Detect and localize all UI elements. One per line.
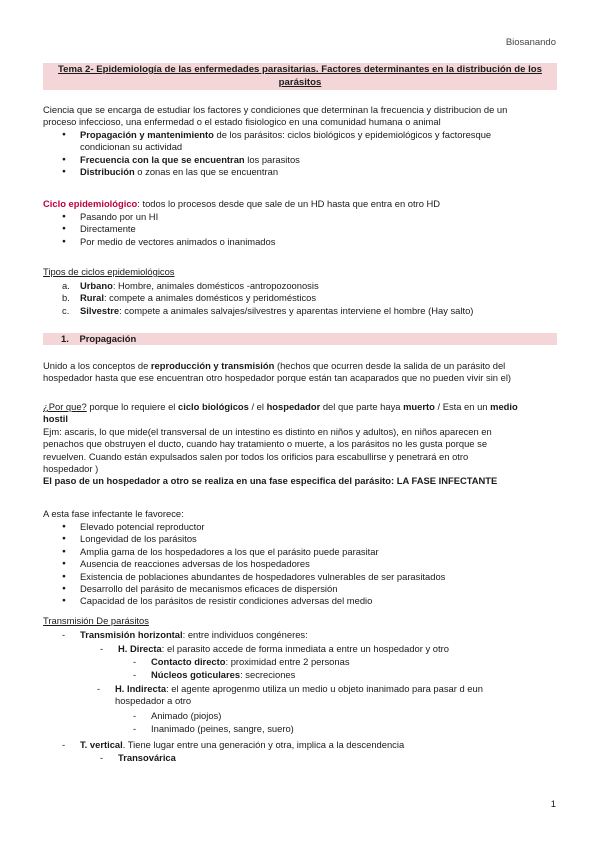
list-item: ● Frecuencia con la que se encuentran los parasitos [80,154,558,166]
list-item: ● Directamente [80,223,275,235]
list-item: ● Amplia gama de los hospedadores a los que el parásito puede parasitar [80,546,558,558]
page-number: 1 [550,799,556,810]
tipos-heading: Tipos de ciclos epidemiológicos [43,266,175,277]
porque-paragraph: ¿Por que? porque lo requiere el ciclo biológicos / el hospedador del que parte haya muerto / Esta en un medio hostil Ejm: ascaris, lo que mide(el transversal de un intestino es distinto en niños y adultos), en niños aparecen en penachos que obstruyen el ducto, cuando hay tratamiento o muerte, a los parásitos no les gusta porque se revuelven. Cuando están expulsados salen por todos los orificios para escabullirse y penetrará en otro hospedador ) El paso de un hospedador a otro se realiza en una fase especifica del parásito: LA FASE INFECTANTE [43,401,518,487]
h-directa: H. Directa: el parasito accede de forma inmediata a entre un hospedador y otro [118,643,449,654]
favorece-list [80,521,558,608]
fase-infectante-statement: El paso de un hospedador a otro se realiza en una fase especifica del parásito: LA FASE INFECTANTE [43,475,498,487]
transovarica: Transovárica [118,752,176,763]
title-line-1: Tema 2- Epidemiología de las enfermedades parasitarias. Factores determinantes en la distribución de los [58,64,542,75]
list-item: a. Urbano: Hombre, animales domésticos -antropozoonosis [62,280,319,291]
list-item: ● Por medio de vectores animados o inanimados [80,236,275,248]
transmision-vertical: T. vertical. Tiene lugar entre una generación y otra, implica a la descendencia [80,739,405,750]
list-item: ● Capacidad de los parásitos de resistir condiciones adversas del medio [80,595,558,607]
propagacion-paragraph: Unido a los conceptos de reproducción y transmisión (hechos que ocurren desde la salida de un parásito del hospedador hasta que ese encuentran otro hospedador porque están tan acaparados que no pueden vivir sin el) [43,360,512,384]
h-indirecta: H. Indirecta: el agente aprogenmo utiliza un medio u objeto inanimado para pasar d eun hospedador a otro [115,683,483,707]
transmision-horizontal: Transmisión horizontal: entre individuos congéneres: [80,629,308,640]
list-item: ● Distribución o zonas en las que se encuentran [80,166,558,178]
title-line-2: parásitos [278,76,322,88]
brand-header: Biosanando [505,37,556,48]
intro-list [80,129,558,179]
list-item: ● Ausencia de reacciones adversas de los hospedadores [80,558,558,570]
animado: Animado (piojos) [151,710,222,721]
list-item: b. Rural: compete a animales domésticos y peridomésticos [62,292,317,304]
ciclo-definition: Ciclo epidemiológico: todos lo procesos desde que sale de un HD hasta que entra en otro HD [43,198,441,209]
inanimado: Inanimado (peines, sangre, suero) [151,723,294,734]
list-item: c. Silvestre: compete a animales salvajes/silvestres y aparentas interviene el hombre (Hay salto) [62,304,474,316]
favorece-heading: A esta fase infectante le favorece: [43,508,184,519]
list-item: ● Existencia de poblaciones abundantes de hospedadores vulnerables de ser parasitados [80,571,558,583]
intro-paragraph [43,104,557,129]
list-item: ● Longevidad de los parásitos [80,533,558,545]
transmision-heading: Transmisión De parásitos [43,615,149,626]
ciclo-term: Ciclo epidemiológico [43,198,138,209]
intro-line-2: proceso infeccioso, una enfermedad o el estado fisiologico en una comunidad humana o animal [43,116,441,128]
ciclo-list [80,211,275,248]
contacto-directo: Contacto directo: proximidad entre 2 personas [151,656,350,667]
list-item: ● Elevado potencial reproductor [80,521,558,533]
list-item: ● Propagación y mantenimiento de los parásitos: ciclos biológicos y epidemiológicos y factoresque condicionan su actividad [80,129,558,154]
list-item: ● Desarrollo del parásito de mecanismos eficaces de dispersión [80,583,558,595]
list-item: ● Pasando por un HI [80,211,275,223]
nucleos-goticulares: Núcleos goticulares: secreciones [151,669,296,680]
tipos-list [62,280,558,317]
intro-line-1: Ciencia que se encarga de estudiar los factores y condiciones que determinan la frecuencia y distribucion de un [43,104,508,115]
page-title [43,63,557,90]
section-heading-propagacion: 1. Propagación [43,333,557,345]
